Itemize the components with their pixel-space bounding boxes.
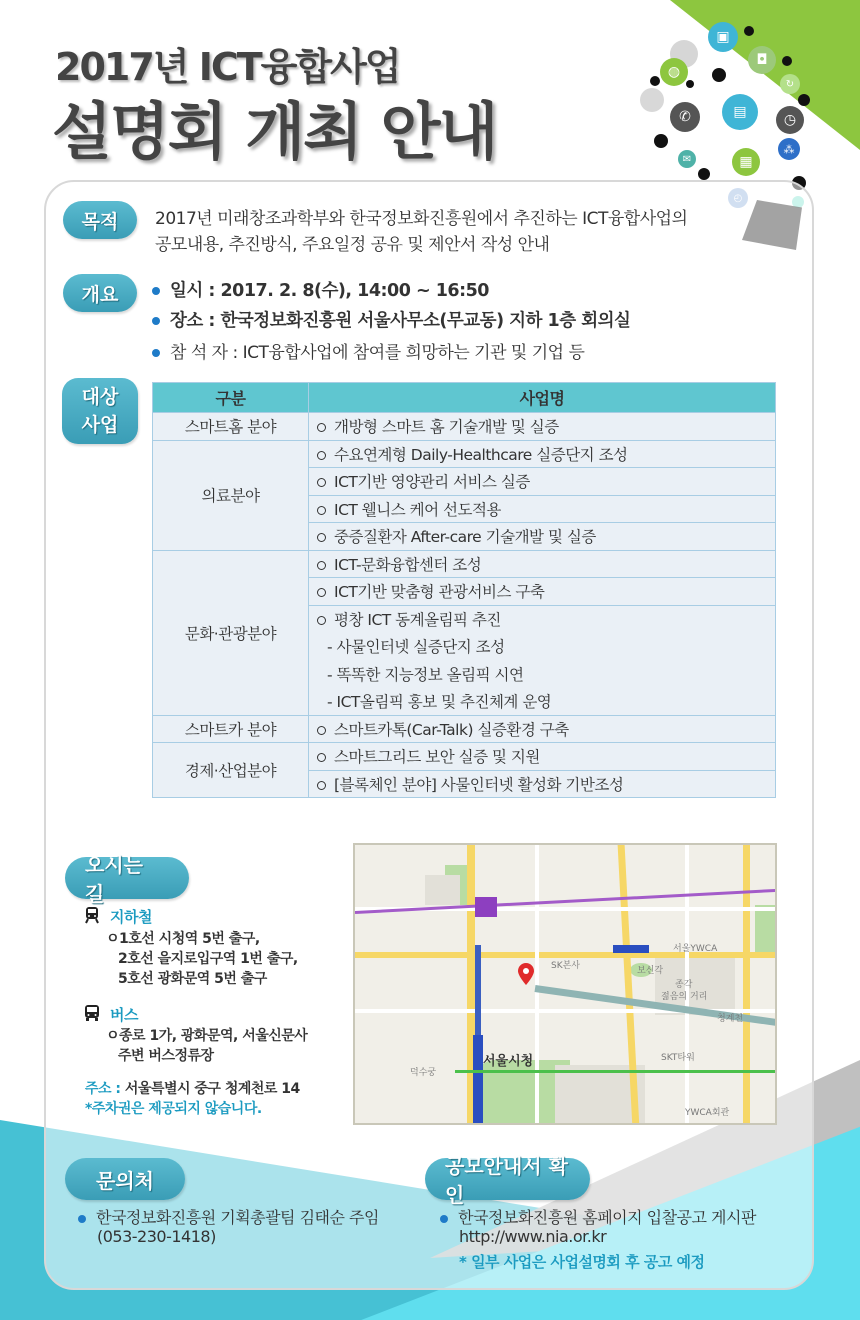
address-value: 서울특별시 중구 청계천로 14 [124, 1081, 300, 1097]
circle-bullet-icon [317, 533, 326, 542]
contact-person: 한국정보화진흥원 기획총괄팀 김태순 주임 [96, 1208, 379, 1227]
business-name: ICT-문화융합센터 조성 [334, 555, 482, 574]
business-cell [309, 715, 776, 743]
map-label-deoksugung: 덕수궁 [410, 1068, 437, 1078]
map-park [755, 905, 777, 955]
category-cell: 스마트홈 분야 [153, 413, 309, 441]
business-name: ICT기반 영양관리 서비스 실증 [334, 473, 530, 492]
contact-line1 [78, 1205, 379, 1228]
bus-icon [84, 1004, 100, 1022]
bullet-icon [152, 317, 160, 325]
circle-bullet-icon [317, 726, 326, 735]
table-header-row [153, 383, 776, 413]
business-name: 중증질환자 After-care 기술개발 및 실증 [334, 528, 596, 547]
target-label-line1: 대상 [81, 386, 119, 408]
business-name: 스마트카톡(Car-Talk) 실증환경 구축 [334, 720, 569, 739]
overview-attendees-text: 참 석 자 : ICT융합사업에 참여를 희망하는 기관 및 기업 등 [170, 343, 585, 363]
bus-title: 버스 [110, 1006, 138, 1024]
subway-line2: 2호선 을지로입구역 1번 출구, [118, 951, 298, 967]
address [85, 1078, 300, 1098]
bus-line1: ㅇ종로 1가, 광화문역, 서울신문사 [106, 1028, 308, 1044]
table-row [153, 413, 776, 441]
map-label-skt: SKT타워 [661, 1053, 695, 1063]
overview-item-datetime [152, 277, 489, 302]
circle-bullet-icon [317, 616, 326, 625]
purpose-label: 목적 [63, 201, 137, 239]
category-cell: 스마트카 분야 [153, 715, 309, 743]
column-header-business: 사업명 [309, 383, 776, 413]
globe-icon: ◍ [660, 58, 688, 86]
business-cell [309, 743, 776, 771]
subway-title: 지하철 [110, 908, 152, 926]
business-subitem-cell: - 똑똑한 지능정보 올림픽 시연 [309, 660, 776, 688]
subway-line3: 5호선 광화문역 5번 출구 [118, 971, 267, 987]
lock-icon: ◘ [748, 46, 776, 74]
business-name: ICT 웰니스 케어 선도적용 [334, 500, 501, 519]
map-label-sk: SK본사 [551, 961, 581, 971]
circle-bullet-icon [317, 561, 326, 570]
category-cell: 의료분야 [153, 440, 309, 550]
notice-url-link[interactable]: http://www.nia.or.kr [459, 1227, 607, 1246]
map-label-jonggak: 종각 [675, 980, 693, 990]
bullet-icon [440, 1215, 448, 1223]
subway-line1: ㅇ1호선 시청역 5번 출구, [106, 931, 260, 947]
business-subitem-cell: - ICT올림픽 홍보 및 추진체계 운영 [309, 688, 776, 716]
alarm-icon: ◷ [776, 106, 804, 134]
map-label-ymca: 서울YWCA [673, 944, 718, 954]
bullet-icon [152, 287, 160, 295]
business-name: 개방형 스마트 홈 기술개발 및 실증 [334, 418, 559, 437]
purpose-line1: 2017년 미래창조과학부와 한국정보화진흥원에서 추진하는 ICT융합사업의 [155, 209, 688, 229]
business-name: ICT기반 맞춤형 관광서비스 구축 [334, 583, 545, 602]
business-name: 수요연계형 Daily-Healthcare 실증단지 조성 [334, 445, 628, 464]
target-business-table [152, 382, 776, 798]
map-road [743, 845, 750, 1125]
business-cell [309, 523, 776, 551]
business-name: 평창 ICT 동계올림픽 추진 [334, 611, 501, 629]
contact-label: 문의처 [65, 1158, 185, 1200]
map-label-cheonggyecheon: 청계천 [717, 1014, 744, 1024]
table-row [153, 715, 776, 743]
location-map[interactable] [353, 843, 777, 1125]
target-label-line2: 사업 [81, 414, 119, 436]
business-name: 스마트그리드 보안 실증 및 지원 [334, 748, 540, 767]
table-row [153, 743, 776, 771]
circle-bullet-icon [317, 588, 326, 597]
business-cell [309, 495, 776, 523]
map-station-gwanghwamun [475, 897, 497, 917]
table-row [153, 440, 776, 468]
map-block [425, 875, 460, 905]
location-pin-icon[interactable] [518, 963, 534, 985]
circle-bullet-icon [317, 451, 326, 460]
notice-board-text: 한국정보화진흥원 홈페이지 입찰공고 게시판 [458, 1208, 756, 1227]
business-cell [309, 440, 776, 468]
circle-bullet-icon [317, 781, 326, 790]
category-cell: 문화·관광분야 [153, 550, 309, 715]
map-station-jonggak [613, 945, 649, 953]
bullet-icon [152, 349, 160, 357]
map-label-bosingak: 보신각 [637, 966, 664, 976]
bus-line2: 주변 버스정류장 [118, 1048, 214, 1064]
clipboard-icon: ▦ [732, 148, 760, 176]
camera-icon: ▣ [708, 22, 738, 52]
mail-icon: ✉ [678, 150, 696, 168]
column-header-category: 구분 [153, 383, 309, 413]
overview-datetime-text: 일시 : 2017. 2. 8(수), 14:00 ~ 16:50 [170, 281, 489, 301]
contact-phone: (053-230-1418) [97, 1227, 216, 1246]
target-label [62, 378, 138, 444]
category-cell: 경제·산업분야 [153, 743, 309, 798]
map-label-youth-street: 젊음의 거리 [661, 992, 708, 1002]
notice-label: 공모안내서 확인 [425, 1158, 590, 1200]
business-name: [블록체인 분야] 사물인터넷 활성화 기반조성 [334, 775, 624, 794]
overview-item-location [152, 307, 630, 332]
map-subway-line2 [455, 1070, 777, 1073]
overview-location-text: 장소 : 한국정보화진흥원 서울사무소(무교동) 지하 1층 회의실 [170, 311, 631, 331]
directions-label: 오시는 길 [65, 857, 189, 899]
refresh-icon: ↻ [780, 74, 800, 94]
business-cell [309, 770, 776, 798]
page-title-line1: 2017년 ICT융합사업 [55, 45, 400, 89]
notice-line1 [440, 1205, 756, 1228]
business-cell [309, 413, 776, 441]
circle-bullet-icon [317, 753, 326, 762]
table-row [153, 550, 776, 578]
business-cell [309, 578, 776, 606]
overview-label: 개요 [63, 274, 137, 312]
map-label-city-hall: 서울시청 [483, 1054, 534, 1069]
circle-bullet-icon [317, 506, 326, 515]
bullet-icon [78, 1215, 86, 1223]
circle-bullet-icon [317, 478, 326, 487]
business-cell [309, 605, 776, 633]
page-title-line2: 설명회 개최 안내 [52, 95, 497, 168]
purpose-line2: 공모내용, 추진방식, 주요일정 공유 및 제안서 작성 안내 [155, 235, 550, 255]
subway-icon [84, 906, 100, 924]
business-subitem-cell: - 사물인터넷 실증단지 조성 [309, 633, 776, 661]
map-card-icon: ▤ [722, 94, 758, 130]
business-cell [309, 550, 776, 578]
overview-item-attendees [152, 338, 584, 363]
business-cell [309, 468, 776, 496]
address-label: 주소 : [85, 1081, 121, 1097]
parking-note: *주차권은 제공되지 않습니다. [85, 1101, 262, 1117]
map-subway-line1 [473, 1035, 483, 1125]
share-icon: ⁂ [778, 138, 800, 160]
phone-icon: ✆ [670, 102, 700, 132]
circle-bullet-icon [317, 423, 326, 432]
map-label-ywca-hall: YWCA회관 [685, 1108, 730, 1118]
notice-note: * 일부 사업은 사업설명회 후 공고 예정 [459, 1253, 705, 1271]
